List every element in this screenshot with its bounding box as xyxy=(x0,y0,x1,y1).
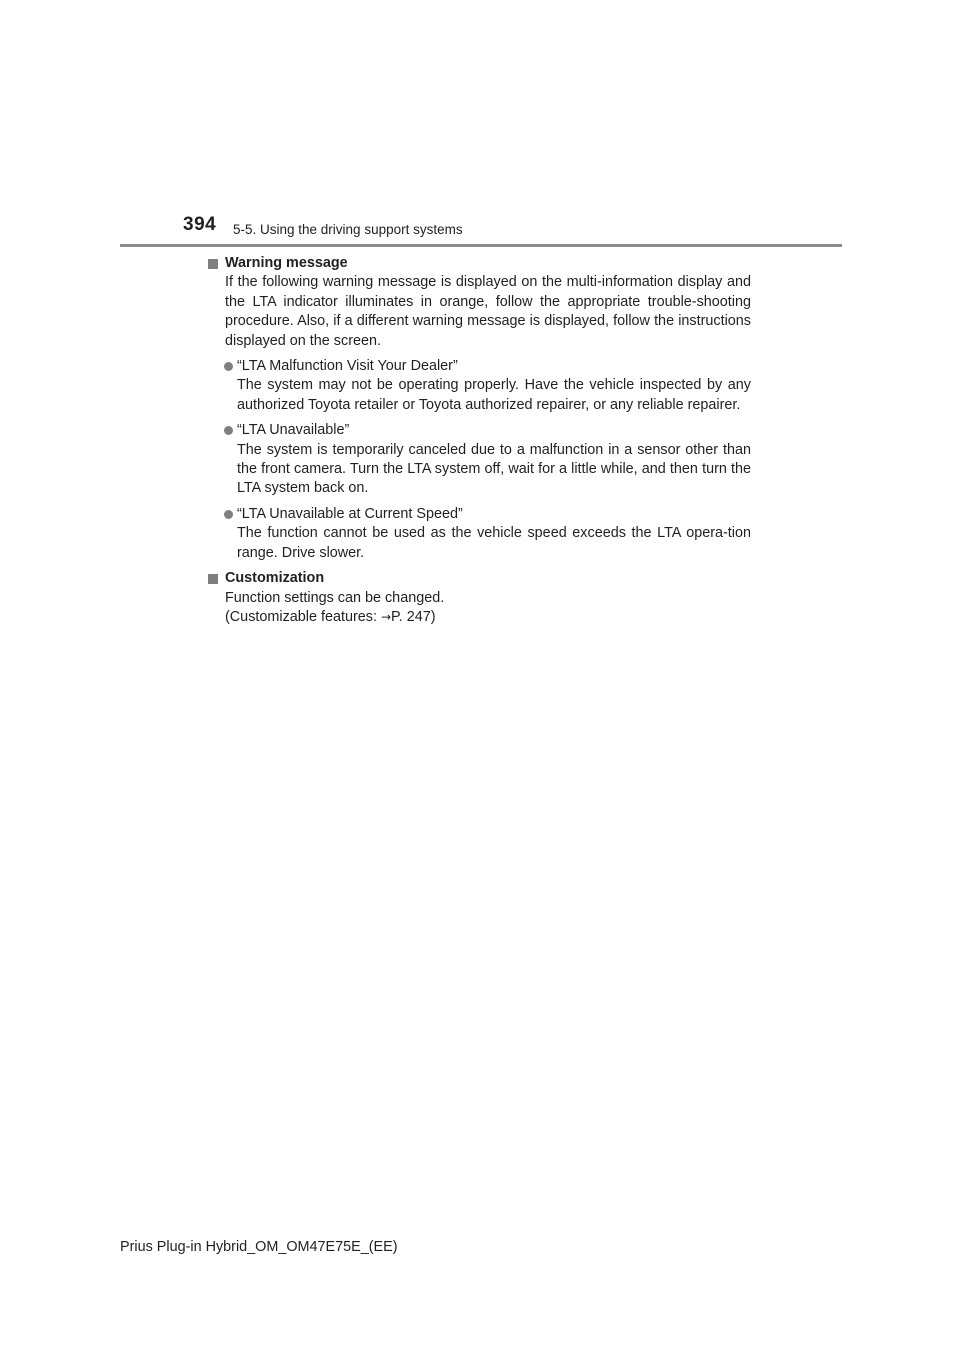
heading-text: Customization xyxy=(225,570,325,587)
message-description: The system may not be operating properly. Have the vehicle inspected by any authorized Toyota retailer or Toyota authorized repairer, or any reliable repairer. xyxy=(237,377,751,413)
section-title: 5-5. Using the driving support systems xyxy=(233,222,463,237)
message-title: “LTA Unavailable at Current Speed” xyxy=(237,505,463,522)
message-description: The function cannot be used as the vehicle speed exceeds the LTA opera-tion range. Drive slower. xyxy=(237,525,751,561)
message-description: The system is temporarily canceled due to a malfunction in a sensor other than the front camera. Turn the LTA system off, wait for a little while, and then turn the LTA system back on. xyxy=(237,441,751,497)
footer-document-id: Prius Plug-in Hybrid_OM_OM47E75E_(EE) xyxy=(120,1239,398,1255)
round-bullet-icon xyxy=(224,426,233,435)
arrow-right-icon: → xyxy=(380,609,392,624)
customization-reference xyxy=(225,608,751,627)
list-item xyxy=(209,421,751,499)
heading-text: Warning message xyxy=(225,255,348,271)
reference-prefix: (Customizable features: xyxy=(225,608,381,625)
warning-intro-paragraph: If the following warning message is displayed on the multi-information display and the LTA indicator illuminates in orange, follow the appropriate trouble-shooting procedure. Also, if a different warning message is displayed, follow the instructions displayed on the screen. xyxy=(225,274,751,349)
customization-heading xyxy=(209,569,751,588)
square-bullet-icon xyxy=(208,259,218,269)
message-title: “LTA Unavailable” xyxy=(237,422,350,439)
header-rule xyxy=(120,244,842,247)
list-item xyxy=(209,357,751,415)
page-number: 394 xyxy=(183,214,217,235)
list-item xyxy=(209,505,751,563)
customization-text: Function settings can be changed. xyxy=(225,589,445,606)
square-bullet-icon xyxy=(208,574,218,584)
warning-message-heading xyxy=(209,254,751,273)
message-title: “LTA Malfunction Visit Your Dealer” xyxy=(237,358,458,375)
round-bullet-icon xyxy=(224,362,233,371)
round-bullet-icon xyxy=(224,510,233,519)
page-content xyxy=(209,254,751,627)
page-reference-link[interactable]: P. 247) xyxy=(391,608,436,625)
